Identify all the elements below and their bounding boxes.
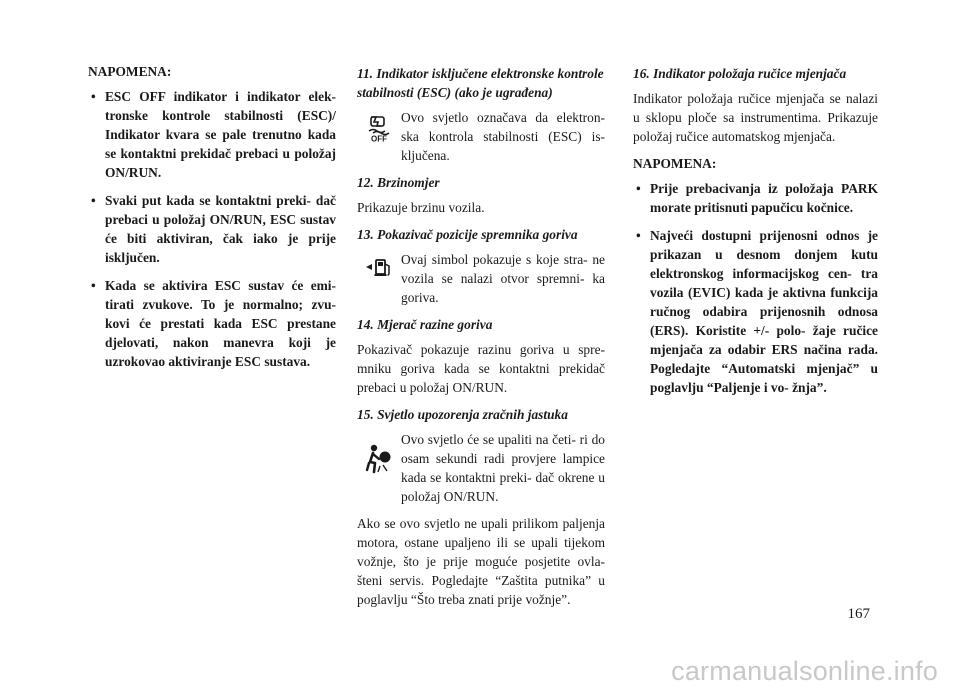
column-left (88, 62, 336, 380)
note-bullet: • ESC OFF indikator i indikator elek- tronske kontrole stabilnosti (ESC)/ Indikator kvara se pale trenutno kada se kontaktni prekidač prebaci u položaj ON/RUN. (88, 87, 336, 182)
section-15-text-continued: Ako se ovo svjetlo ne upali prilikom paljenja motora, ostane upaljeno ili se upali tijekom vožnje, što je prije moguće posjetite ovla- šteni servis. Pogledajte “Zaštita putnika” u poglavlju “Što treba znati prije vožnje”. (357, 516, 605, 607)
note-bullet: • Najveći dostupni prijenosni odnos je prikazan u desnom donjem kutu elektronskog informacijskog cen- tra vozila (EVIC) kada je aktivna funkcija ručnog odabira prijenosnih odnosa (ERS). Koristite +/- polo- žaje ručice mjenjača za odabir ERS načina rada. Pogledajte “Automatski mjenjač” u poglavlju “Paljenje i vo- žnja”. (633, 226, 878, 397)
note-bullet: • Svaki put kada se kontaktni preki- dač prebaci u položaj ON/RUN, ESC sustav će biti aktiviran, čak iako je prije isključen. (88, 191, 336, 267)
section-14-text: Pokazivač pokazuje razinu goriva u spre- mniku goriva kada se kontaktni prekidač prebaci u položaj ON/RUN. (357, 342, 605, 395)
column-middle (357, 62, 605, 617)
section-11-heading: 11. Indikator isključene elektronske kontrole stabilnosti (ESC) (ako je ugrađena) (357, 66, 604, 100)
fuel-door-icon (357, 250, 401, 307)
section-16-text: Indikator položaja ručice mjenjača se nalazi u sklopu ploče sa instrumentima. Prikazuje položaj ručice automatskog mjenjača. (633, 91, 878, 144)
section-12-heading: 12. Brzinomjer (357, 175, 440, 190)
esc-off-icon (357, 108, 401, 165)
airbag-warning-icon (357, 430, 401, 506)
watermark: carmanualsonline.info (671, 656, 938, 686)
section-14-heading: 14. Mjerač razine goriva (357, 317, 493, 332)
note-bullet-list (633, 179, 878, 397)
section-15-heading: 15. Svjetlo upozorenja zračnih jastuka (357, 407, 568, 422)
note-bullet-list (88, 87, 336, 371)
note-title: NAPOMENA: (633, 156, 717, 171)
section-16-heading: 16. Indikator položaja ručice mjenjača (633, 66, 847, 81)
section-15-block (357, 430, 605, 506)
section-11-block (357, 108, 605, 165)
note-bullet: • Prije prebacivanja iz položaja PARK morate pritisnuti papučicu kočnice. (633, 179, 878, 217)
section-13-text: Ovaj simbol pokazuje s koje stra- ne vozila se nalazi otvor spremni- ka goriva. (401, 252, 605, 305)
section-13-block (357, 250, 605, 307)
column-right (633, 62, 878, 406)
section-15-text: Ovo svjetlo će se upaliti na četi- ri do osam sekundi radi provjere lampice kada se kontaktni preki- dač okrene u položaj ON/RUN. (401, 432, 605, 504)
note-title: NAPOMENA: (88, 64, 172, 79)
note-bullet: • Kada se aktivira ESC sustav će emi- tirati zvukove. To je normalno; zvu- kovi će prestati kada ESC prestane djelovati, nakon manevra koji je uzrokovao aktiviranje ESC sustava. (88, 276, 336, 371)
section-13-heading: 13. Pokazivač pozicije spremnika goriva (357, 227, 578, 242)
page-number: 167 (847, 606, 870, 622)
section-12-text: Prikazuje brzinu vozila. (357, 200, 485, 215)
section-11-text: Ovo svjetlo označava da elektron- ska kontrola stabilnosti (ESC) is- ključena. (401, 110, 605, 163)
esc-off-icon-label: OFF (371, 134, 387, 142)
